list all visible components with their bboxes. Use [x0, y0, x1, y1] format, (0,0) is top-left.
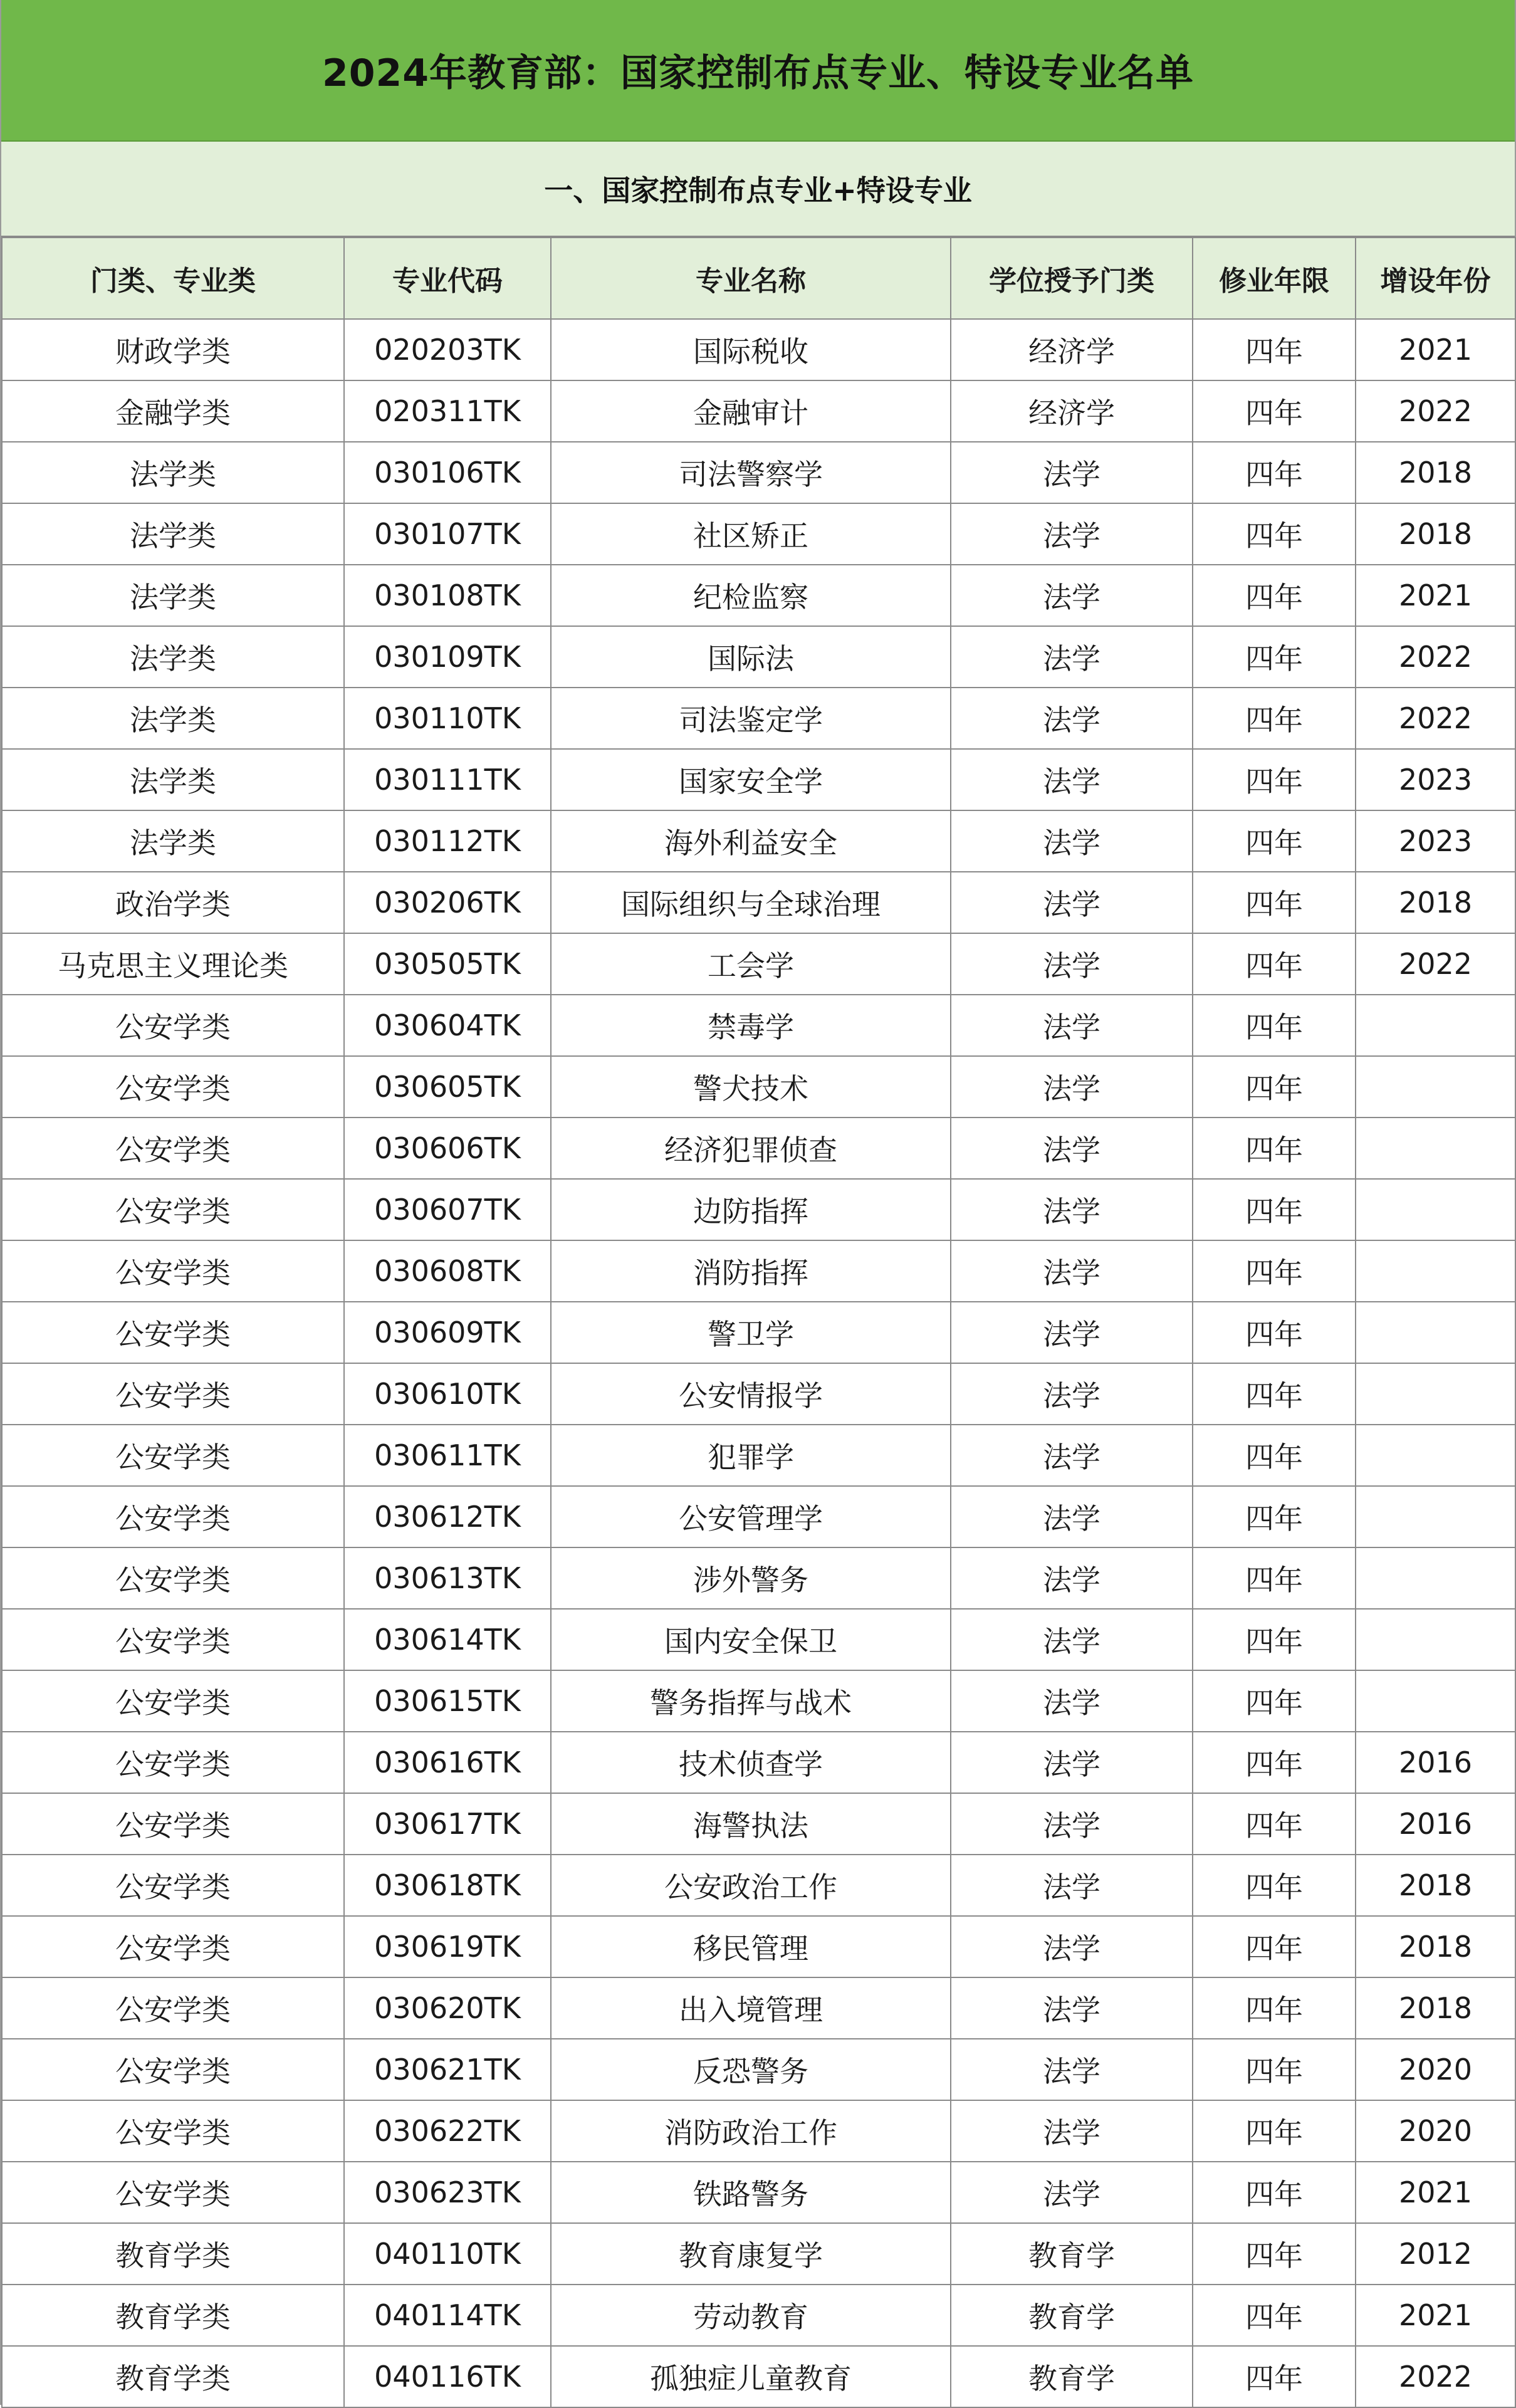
year-cell — [1356, 1609, 1515, 1670]
duration-cell: 四年 — [1193, 1916, 1356, 1977]
table-row — [2, 2223, 1515, 2285]
table-row — [2, 2285, 1515, 2346]
name-cell: 国际法 — [551, 626, 951, 688]
category-cell: 公安学类 — [2, 1363, 344, 1425]
code-cell: 030604TK — [344, 995, 551, 1056]
duration-cell: 四年 — [1193, 995, 1356, 1056]
duration-cell: 四年 — [1193, 1363, 1356, 1425]
table-row — [2, 2039, 1515, 2100]
category-cell: 公安学类 — [2, 1302, 344, 1363]
duration-cell: 四年 — [1193, 1056, 1356, 1118]
name-cell: 消防政治工作 — [551, 2100, 951, 2162]
name-cell: 教育康复学 — [551, 2223, 951, 2285]
code-cell: 030611TK — [344, 1425, 551, 1486]
name-cell: 警犬技术 — [551, 1056, 951, 1118]
table-row — [2, 503, 1515, 565]
year-cell — [1356, 1240, 1515, 1302]
category-cell: 公安学类 — [2, 2100, 344, 2162]
category-cell: 公安学类 — [2, 2039, 344, 2100]
category-cell: 公安学类 — [2, 1056, 344, 1118]
code-cell: 040114TK — [344, 2285, 551, 2346]
category-cell: 政治学类 — [2, 872, 344, 933]
year-cell: 2018 — [1356, 442, 1515, 503]
year-cell: 2022 — [1356, 2346, 1515, 2407]
header-row — [2, 238, 1515, 319]
name-cell: 边防指挥 — [551, 1179, 951, 1240]
table-row — [2, 380, 1515, 442]
degree-cell: 法学 — [951, 995, 1193, 1056]
code-cell: 030112TK — [344, 810, 551, 872]
category-cell: 金融学类 — [2, 380, 344, 442]
category-cell: 教育学类 — [2, 2346, 344, 2407]
duration-cell: 四年 — [1193, 1732, 1356, 1793]
table-row — [2, 1179, 1515, 1240]
table-row — [2, 1977, 1515, 2039]
duration-cell: 四年 — [1193, 1179, 1356, 1240]
category-cell: 法学类 — [2, 503, 344, 565]
degree-cell: 教育学 — [951, 2346, 1193, 2407]
degree-cell: 法学 — [951, 1425, 1193, 1486]
table-row — [2, 2100, 1515, 2162]
section-bar — [1, 142, 1515, 237]
year-cell: 2021 — [1356, 319, 1515, 380]
category-cell: 法学类 — [2, 749, 344, 810]
degree-cell: 法学 — [951, 503, 1193, 565]
code-cell: 030111TK — [344, 749, 551, 810]
title-bar — [1, 0, 1515, 142]
code-cell: 030505TK — [344, 933, 551, 995]
table-row — [2, 1793, 1515, 1855]
name-cell: 公安政治工作 — [551, 1855, 951, 1916]
name-cell: 孤独症儿童教育 — [551, 2346, 951, 2407]
table-body — [2, 319, 1515, 2407]
code-cell: 030610TK — [344, 1363, 551, 1425]
degree-cell: 法学 — [951, 442, 1193, 503]
name-cell: 国际组织与全球治理 — [551, 872, 951, 933]
category-cell: 公安学类 — [2, 1609, 344, 1670]
code-cell: 030622TK — [344, 2100, 551, 2162]
category-cell: 公安学类 — [2, 1670, 344, 1732]
degree-cell: 法学 — [951, 1118, 1193, 1179]
name-cell: 禁毒学 — [551, 995, 951, 1056]
year-cell — [1356, 1179, 1515, 1240]
category-cell: 公安学类 — [2, 1179, 344, 1240]
duration-cell: 四年 — [1193, 1855, 1356, 1916]
duration-cell: 四年 — [1193, 2100, 1356, 2162]
year-cell: 2012 — [1356, 2223, 1515, 2285]
year-cell: 2022 — [1356, 688, 1515, 749]
category-cell: 公安学类 — [2, 1118, 344, 1179]
duration-cell: 四年 — [1193, 565, 1356, 626]
duration-cell: 四年 — [1193, 1609, 1356, 1670]
year-cell — [1356, 1302, 1515, 1363]
category-cell: 法学类 — [2, 810, 344, 872]
table-row — [2, 1302, 1515, 1363]
name-cell: 铁路警务 — [551, 2162, 951, 2223]
degree-cell: 法学 — [951, 1363, 1193, 1425]
name-cell: 司法警察学 — [551, 442, 951, 503]
degree-cell: 法学 — [951, 565, 1193, 626]
code-cell: 020311TK — [344, 380, 551, 442]
degree-cell: 法学 — [951, 1547, 1193, 1609]
year-cell: 2018 — [1356, 503, 1515, 565]
category-cell: 马克思主义理论类 — [2, 933, 344, 995]
table-row — [2, 1486, 1515, 1547]
duration-cell: 四年 — [1193, 933, 1356, 995]
table-row — [2, 565, 1515, 626]
degree-cell: 法学 — [951, 1302, 1193, 1363]
year-cell: 2022 — [1356, 380, 1515, 442]
year-cell — [1356, 1486, 1515, 1547]
code-cell: 030608TK — [344, 1240, 551, 1302]
duration-cell: 四年 — [1193, 1240, 1356, 1302]
degree-cell: 法学 — [951, 1855, 1193, 1916]
name-cell: 劳动教育 — [551, 2285, 951, 2346]
name-cell: 工会学 — [551, 933, 951, 995]
name-cell: 涉外警务 — [551, 1547, 951, 1609]
code-cell: 030615TK — [344, 1670, 551, 1732]
name-cell: 出入境管理 — [551, 1977, 951, 2039]
year-cell — [1356, 1056, 1515, 1118]
table-row — [2, 995, 1515, 1056]
table-row — [2, 2162, 1515, 2223]
year-cell: 2020 — [1356, 2039, 1515, 2100]
table-row — [2, 688, 1515, 749]
year-cell — [1356, 995, 1515, 1056]
category-cell: 法学类 — [2, 688, 344, 749]
degree-cell: 法学 — [951, 2039, 1193, 2100]
category-cell: 公安学类 — [2, 1486, 344, 1547]
year-cell: 2016 — [1356, 1793, 1515, 1855]
degree-cell: 法学 — [951, 1240, 1193, 1302]
duration-cell: 四年 — [1193, 1793, 1356, 1855]
year-cell: 2018 — [1356, 872, 1515, 933]
degree-cell: 法学 — [951, 688, 1193, 749]
name-cell: 海警执法 — [551, 1793, 951, 1855]
code-cell: 030621TK — [344, 2039, 551, 2100]
code-cell: 030613TK — [344, 1547, 551, 1609]
year-cell: 2021 — [1356, 2285, 1515, 2346]
name-cell: 国家安全学 — [551, 749, 951, 810]
degree-cell: 法学 — [951, 2100, 1193, 2162]
degree-cell: 法学 — [951, 1732, 1193, 1793]
name-cell: 移民管理 — [551, 1916, 951, 1977]
code-cell: 030619TK — [344, 1916, 551, 1977]
table-row — [2, 872, 1515, 933]
name-cell: 犯罪学 — [551, 1425, 951, 1486]
page-title: 2024年教育部：国家控制布点专业、特设专业名单 — [322, 51, 1194, 95]
degree-cell: 法学 — [951, 872, 1193, 933]
table-row — [2, 1670, 1515, 1732]
category-cell: 公安学类 — [2, 1793, 344, 1855]
code-cell: 030616TK — [344, 1732, 551, 1793]
table-row — [2, 319, 1515, 380]
code-cell: 030605TK — [344, 1056, 551, 1118]
year-cell: 2021 — [1356, 565, 1515, 626]
code-cell: 030110TK — [344, 688, 551, 749]
code-cell: 030609TK — [344, 1302, 551, 1363]
degree-cell: 法学 — [951, 1670, 1193, 1732]
code-cell: 030614TK — [344, 1609, 551, 1670]
duration-cell: 四年 — [1193, 380, 1356, 442]
category-cell: 法学类 — [2, 565, 344, 626]
year-cell: 2016 — [1356, 1732, 1515, 1793]
year-cell: 2023 — [1356, 810, 1515, 872]
code-cell: 030107TK — [344, 503, 551, 565]
table-row — [2, 810, 1515, 872]
degree-cell: 法学 — [951, 749, 1193, 810]
name-cell: 反恐警务 — [551, 2039, 951, 2100]
year-cell — [1356, 1363, 1515, 1425]
year-cell: 2018 — [1356, 1916, 1515, 1977]
duration-cell: 四年 — [1193, 1425, 1356, 1486]
year-cell — [1356, 1425, 1515, 1486]
code-cell: 030618TK — [344, 1855, 551, 1916]
code-cell: 030607TK — [344, 1179, 551, 1240]
duration-cell: 四年 — [1193, 872, 1356, 933]
col-header-category: 门类、专业类 — [2, 238, 344, 319]
category-cell: 教育学类 — [2, 2285, 344, 2346]
duration-cell: 四年 — [1193, 626, 1356, 688]
name-cell: 经济犯罪侦查 — [551, 1118, 951, 1179]
code-cell: 030606TK — [344, 1118, 551, 1179]
table-row — [2, 1547, 1515, 1609]
code-cell: 020203TK — [344, 319, 551, 380]
duration-cell: 四年 — [1193, 442, 1356, 503]
section-title: 一、国家控制布点专业+特设专业 — [544, 174, 972, 207]
duration-cell: 四年 — [1193, 1977, 1356, 2039]
duration-cell: 四年 — [1193, 749, 1356, 810]
col-header-code: 专业代码 — [344, 238, 551, 319]
duration-cell: 四年 — [1193, 1118, 1356, 1179]
year-cell — [1356, 1547, 1515, 1609]
name-cell: 技术侦查学 — [551, 1732, 951, 1793]
col-header-duration: 修业年限 — [1193, 238, 1356, 319]
duration-cell: 四年 — [1193, 1486, 1356, 1547]
table-row — [2, 1363, 1515, 1425]
table-row — [2, 626, 1515, 688]
name-cell: 金融审计 — [551, 380, 951, 442]
duration-cell: 四年 — [1193, 2285, 1356, 2346]
year-cell: 2021 — [1356, 2162, 1515, 2223]
name-cell: 国内安全保卫 — [551, 1609, 951, 1670]
degree-cell: 教育学 — [951, 2223, 1193, 2285]
table-row — [2, 1056, 1515, 1118]
col-header-name: 专业名称 — [551, 238, 951, 319]
name-cell: 公安管理学 — [551, 1486, 951, 1547]
year-cell: 2023 — [1356, 749, 1515, 810]
degree-cell: 法学 — [951, 1793, 1193, 1855]
duration-cell: 四年 — [1193, 2039, 1356, 2100]
table-row — [2, 933, 1515, 995]
name-cell: 司法鉴定学 — [551, 688, 951, 749]
degree-cell: 法学 — [951, 2162, 1193, 2223]
category-cell: 公安学类 — [2, 1732, 344, 1793]
code-cell: 030620TK — [344, 1977, 551, 2039]
duration-cell: 四年 — [1193, 2346, 1356, 2407]
name-cell: 消防指挥 — [551, 1240, 951, 1302]
code-cell: 030612TK — [344, 1486, 551, 1547]
name-cell: 纪检监察 — [551, 565, 951, 626]
category-cell: 公安学类 — [2, 1425, 344, 1486]
table-row — [2, 749, 1515, 810]
category-cell: 法学类 — [2, 626, 344, 688]
table-row — [2, 1118, 1515, 1179]
degree-cell: 法学 — [951, 1056, 1193, 1118]
duration-cell: 四年 — [1193, 1547, 1356, 1609]
year-cell: 2020 — [1356, 2100, 1515, 2162]
code-cell: 030617TK — [344, 1793, 551, 1855]
degree-cell: 法学 — [951, 626, 1193, 688]
duration-cell: 四年 — [1193, 1670, 1356, 1732]
name-cell: 海外利益安全 — [551, 810, 951, 872]
year-cell: 2018 — [1356, 1855, 1515, 1916]
col-header-year: 增设年份 — [1356, 238, 1515, 319]
duration-cell: 四年 — [1193, 2162, 1356, 2223]
code-cell: 030206TK — [344, 872, 551, 933]
degree-cell: 教育学 — [951, 2285, 1193, 2346]
degree-cell: 法学 — [951, 1486, 1193, 1547]
degree-cell: 法学 — [951, 933, 1193, 995]
table-row — [2, 2346, 1515, 2407]
category-cell: 公安学类 — [2, 1977, 344, 2039]
name-cell: 警务指挥与战术 — [551, 1670, 951, 1732]
code-cell: 030109TK — [344, 626, 551, 688]
degree-cell: 经济学 — [951, 319, 1193, 380]
code-cell: 030106TK — [344, 442, 551, 503]
code-cell: 040116TK — [344, 2346, 551, 2407]
category-cell: 法学类 — [2, 442, 344, 503]
duration-cell: 四年 — [1193, 319, 1356, 380]
degree-cell: 法学 — [951, 1179, 1193, 1240]
year-cell: 2018 — [1356, 1977, 1515, 2039]
code-cell: 030108TK — [344, 565, 551, 626]
table-row — [2, 1425, 1515, 1486]
year-cell: 2022 — [1356, 933, 1515, 995]
code-cell: 040110TK — [344, 2223, 551, 2285]
majors-table — [1, 237, 1516, 2408]
year-cell — [1356, 1670, 1515, 1732]
category-cell: 公安学类 — [2, 1916, 344, 1977]
category-cell: 公安学类 — [2, 1855, 344, 1916]
name-cell: 警卫学 — [551, 1302, 951, 1363]
year-cell — [1356, 1118, 1515, 1179]
degree-cell: 法学 — [951, 1916, 1193, 1977]
code-cell: 030623TK — [344, 2162, 551, 2223]
duration-cell: 四年 — [1193, 2223, 1356, 2285]
name-cell: 国际税收 — [551, 319, 951, 380]
duration-cell: 四年 — [1193, 503, 1356, 565]
degree-cell: 经济学 — [951, 380, 1193, 442]
category-cell: 教育学类 — [2, 2223, 344, 2285]
table-row — [2, 1916, 1515, 1977]
col-header-degree: 学位授予门类 — [951, 238, 1193, 319]
category-cell: 公安学类 — [2, 2162, 344, 2223]
table-row — [2, 1855, 1515, 1916]
table-row — [2, 1732, 1515, 1793]
table-row — [2, 1240, 1515, 1302]
year-cell: 2022 — [1356, 626, 1515, 688]
name-cell: 社区矫正 — [551, 503, 951, 565]
duration-cell: 四年 — [1193, 810, 1356, 872]
table-row — [2, 442, 1515, 503]
category-cell: 财政学类 — [2, 319, 344, 380]
table-row — [2, 1609, 1515, 1670]
category-cell: 公安学类 — [2, 1547, 344, 1609]
degree-cell: 法学 — [951, 1977, 1193, 2039]
degree-cell: 法学 — [951, 1609, 1193, 1670]
duration-cell: 四年 — [1193, 688, 1356, 749]
name-cell: 公安情报学 — [551, 1363, 951, 1425]
category-cell: 公安学类 — [2, 1240, 344, 1302]
category-cell: 公安学类 — [2, 995, 344, 1056]
degree-cell: 法学 — [951, 810, 1193, 872]
duration-cell: 四年 — [1193, 1302, 1356, 1363]
